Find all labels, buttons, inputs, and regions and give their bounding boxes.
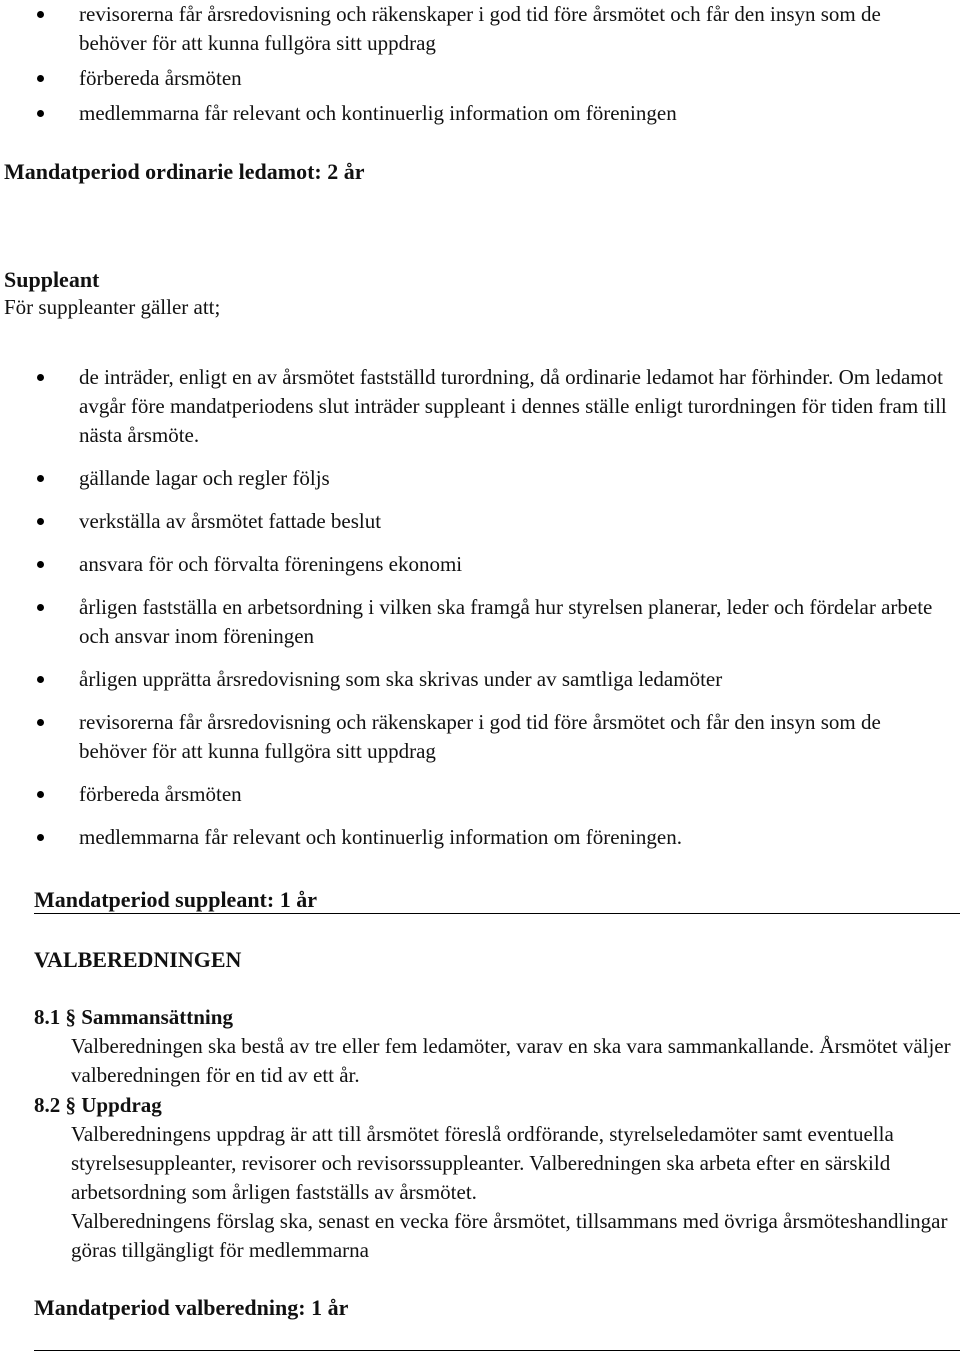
list-item [0, 363, 960, 450]
list-item-text: förbereda årsmöten [79, 782, 242, 806]
section-text-2: Valberedningens förslag ska, senast en vecka före årsmötet, tillsammans med övriga årsmöteshandlingar göras tillgängligt för medlemmarna [71, 1209, 948, 1262]
section-text: Valberedningens uppdrag är att till årsmötet föreslå ordförande, styrelseledamöter samt eventuella styrelsesuppleanter, revisorer och revisorssuppleanter. Valberedningen ska arbeta efter en särskild arbetsordning som årligen fastställs av årsmötet. [71, 1122, 894, 1204]
nomination-committee-heading: VALBEREDNINGEN [34, 947, 242, 972]
list-item [0, 780, 960, 809]
list-item-text: ansvara för och förvalta föreningens ekonomi [79, 552, 463, 576]
bullet-icon [37, 834, 44, 841]
list-item [0, 550, 960, 579]
list-item [0, 64, 960, 93]
bullet-icon [37, 561, 44, 568]
list-item [0, 507, 960, 536]
list-item-text: verkställa av årsmötet fattade beslut [79, 509, 382, 533]
list-item-text: förbereda årsmöten [79, 66, 242, 90]
substitute-intro: För suppleanter gäller att; [4, 295, 221, 319]
bullet-icon [37, 719, 44, 726]
list-item-text: årligen fastställa en arbetsordning i vilken ska framgå hur styrelsen planerar, leder och fördelar arbete och ansvar inom föreningen [79, 595, 933, 648]
substitute-bullet-list [0, 363, 960, 866]
bullet-icon [37, 791, 44, 798]
bullet-icon [37, 604, 44, 611]
bullet-icon [37, 676, 44, 683]
list-item [0, 665, 960, 694]
section-composition [34, 1003, 954, 1090]
list-item-text: de inträder, enligt en av årsmötet fastställd turordning, då ordinarie ledamot har förhinder. Om ledamot avgår före mandatperiodens slut inträder suppleant i dennes ställe enligt turordningen för tiden fram till nästa årsmöte. [79, 365, 947, 447]
list-item-text: revisorerna får årsredovisning och räkenskaper i god tid före årsmötet och får den insyn som de behöver för att kunna fullgöra sitt uppdrag [79, 710, 881, 763]
list-item-text: medlemmarna får relevant och kontinuerlig information om föreningen [79, 101, 677, 125]
section-assignment [34, 1091, 954, 1265]
list-item-text: revisorerna får årsredovisning och räkenskaper i god tid före årsmötet och får den insyn som de behöver för att kunna fullgöra sitt uppdrag [79, 2, 881, 55]
list-item [0, 99, 960, 128]
list-item [0, 823, 960, 852]
list-item [0, 708, 960, 766]
list-item [0, 0, 960, 58]
mandate-nomination-heading: Mandatperiod valberedning: 1 år [34, 1295, 349, 1320]
mandate-ordinary-heading: Mandatperiod ordinarie ledamot: 2 år [4, 159, 365, 184]
list-item [0, 593, 960, 651]
bullet-icon [37, 475, 44, 482]
divider [34, 1350, 960, 1351]
section-text: Valberedningen ska bestå av tre eller fem ledamöter, varav en ska vara sammankallande. Årsmötet väljer valberedningen för en tid av ett år. [71, 1034, 951, 1087]
top-bullet-list [0, 0, 960, 134]
list-item-text: årligen upprätta årsredovisning som ska skrivas under av samtliga ledamöter [79, 667, 723, 691]
bullet-icon [37, 518, 44, 525]
list-item [0, 464, 960, 493]
bullet-icon [37, 75, 44, 82]
list-item-text: medlemmarna får relevant och kontinuerlig information om föreningen. [79, 825, 682, 849]
section-heading: 8.2 § Uppdrag [34, 1093, 162, 1117]
bullet-icon [37, 11, 44, 18]
section-heading: 8.1 § Sammansättning [34, 1005, 233, 1029]
mandate-substitute-heading: Mandatperiod suppleant: 1 år [34, 887, 317, 912]
list-item-text: gällande lagar och regler följs [79, 466, 330, 490]
divider [34, 913, 960, 914]
bullet-icon [37, 374, 44, 381]
bullet-icon [37, 110, 44, 117]
substitute-heading: Suppleant [4, 267, 100, 292]
